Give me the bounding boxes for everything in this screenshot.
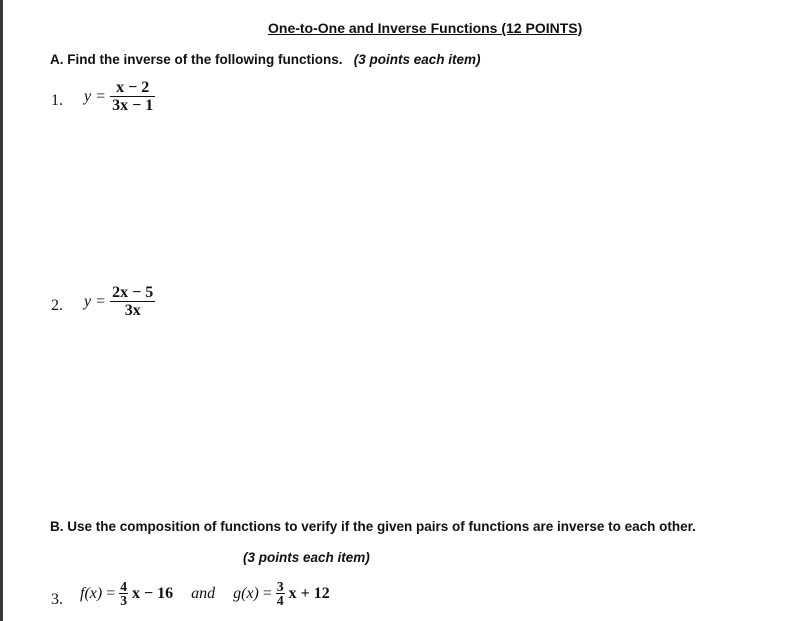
item-2-lhs: y — [84, 292, 92, 310]
item-3-f-fraction — [119, 580, 128, 607]
item-3-equation — [80, 580, 330, 607]
left-edge-bar — [0, 0, 3, 621]
item-2-fraction — [110, 284, 155, 319]
item-3-g-rest: x + 12 — [288, 584, 330, 602]
item-3-f-numerator: 4 — [120, 579, 127, 594]
item-1-number: 1. — [51, 92, 63, 109]
section-b-points: (3 points each item) — [243, 550, 370, 565]
item-3-f-denominator: 3 — [120, 593, 127, 608]
item-3-g-equals: = — [262, 584, 272, 602]
item-1-denominator: 3x − 1 — [112, 97, 154, 114]
item-3-f-rest: x − 16 — [131, 584, 174, 602]
item-3-g-fraction — [276, 580, 285, 607]
item-1-lhs: y — [84, 87, 92, 105]
item-1-equation — [84, 79, 155, 114]
item-2-equals: = — [96, 292, 106, 310]
item-3-f-lhs: f(x) — [80, 584, 103, 602]
item-1-numerator: x − 2 — [110, 79, 155, 97]
item-2-number: 2. — [51, 297, 63, 314]
item-2-denominator: 3x — [124, 302, 141, 319]
item-3-g-denominator: 4 — [276, 593, 284, 608]
page-title: One-to-One and Inverse Functions (12 POINTS) — [268, 20, 583, 36]
item-3-conjunction: and — [191, 584, 216, 602]
item-3-g-numerator: 3 — [276, 579, 284, 594]
item-3-number: 3. — [51, 591, 63, 608]
section-a-heading-text: A. Find the inverse of the following functions. — [50, 52, 343, 67]
section-b-heading: B. Use the composition of functions to verify if the given pairs of functions are inverse to each other. — [50, 519, 696, 534]
item-1-equals: = — [96, 87, 106, 105]
item-3-f-equals: = — [106, 584, 116, 602]
item-1-fraction — [110, 79, 155, 114]
item-2-numerator: 2x − 5 — [112, 284, 154, 301]
section-a-heading — [50, 52, 481, 67]
section-a-points: (3 points each item) — [353, 52, 481, 67]
item-3-g-lhs: g(x) — [233, 584, 259, 602]
item-2-equation — [84, 284, 155, 319]
